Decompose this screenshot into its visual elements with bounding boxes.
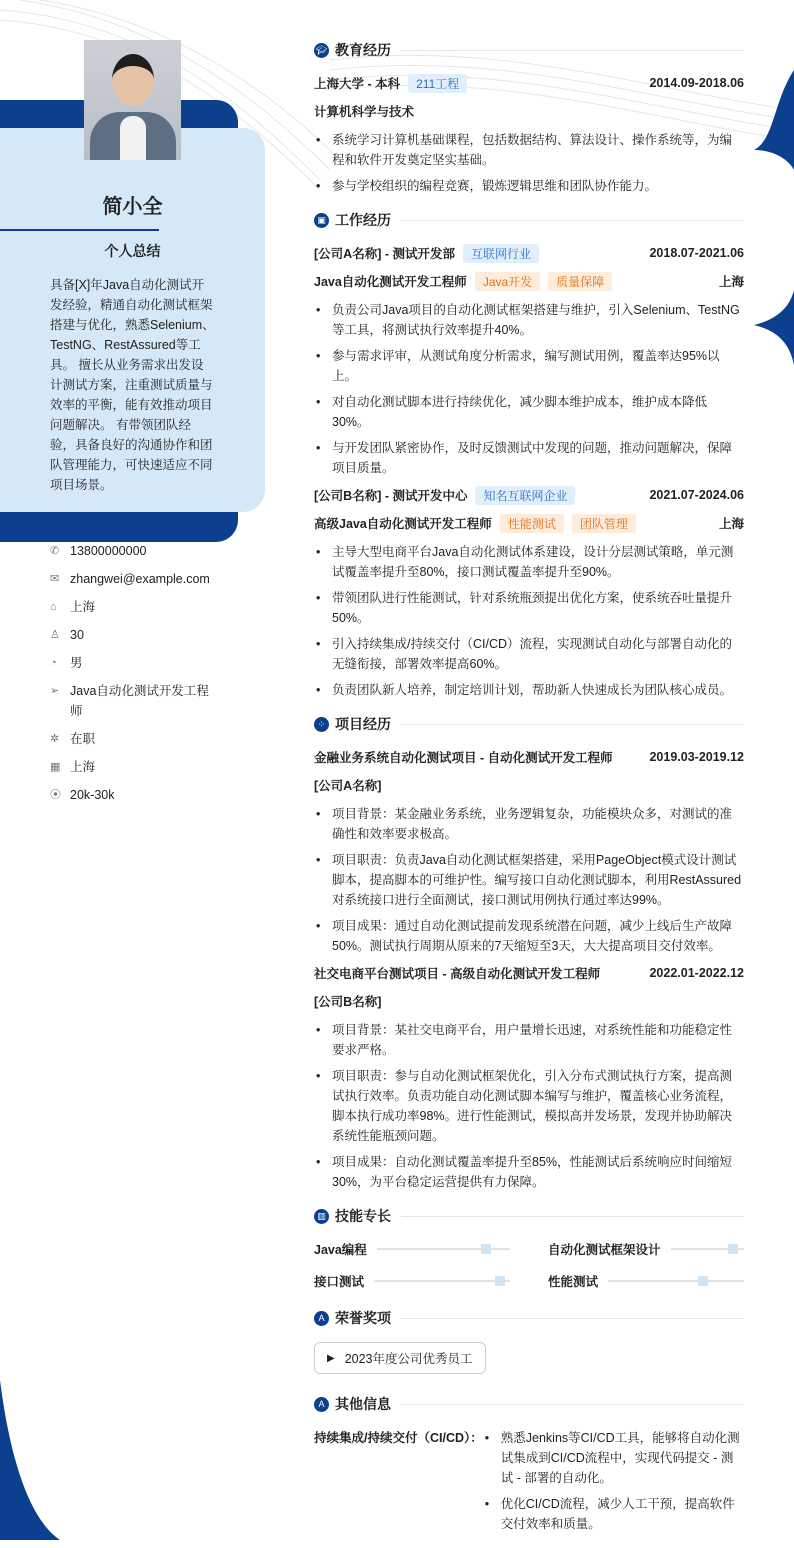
status-icon: ✲ (50, 733, 60, 745)
gender-icon: ◔ (50, 657, 57, 669)
date: 2018.07-2021.06 (649, 246, 744, 260)
work-section (314, 210, 744, 700)
graduation-cap-icon: 🎓︎ (314, 43, 329, 58)
skill-item (314, 1240, 510, 1258)
company: [公司B名称] - 测试开发中心 (314, 489, 468, 503)
summary-title: 个人总结 (104, 243, 161, 259)
bullet-item: • 与开发团队紧密协作，及时反馈测试中发现的问题，推动问题解决，保障项目质量。 (314, 438, 744, 478)
project-header (314, 748, 744, 766)
bullet-item: • 熟悉Jenkins等CI/CD工具，能够将自动化测试集成到CI/CD流程中，实现代码提交 - 测试 - 部署的自动化。 (483, 1428, 744, 1488)
contact-text: 在职 (70, 732, 96, 746)
skill-name: Java编程 (314, 1243, 367, 1257)
contact-item (50, 785, 220, 805)
age-icon: ♙ (50, 629, 60, 641)
bullet-item: • 引入持续集成/持续交付（CI/CD）流程，实现测试自动化与部署自动化的无缝衔接，部署效率提高60%。 (314, 634, 744, 674)
education-section (314, 40, 744, 196)
contact-list (50, 541, 220, 813)
section-title: 技能专长 (335, 1208, 391, 1224)
contact-item (50, 757, 220, 777)
contact-item (50, 625, 220, 645)
candidate-name: 简小全 (102, 196, 163, 218)
skill-level-marker (728, 1244, 738, 1254)
bullet-item: • 项目背景：某社交电商平台，用户量增长迅速，对系统性能和功能稳定性要求严格。 (314, 1020, 744, 1060)
bullet-list (314, 804, 744, 956)
major: 计算机科学与技术 (314, 105, 415, 119)
award-icon: A (314, 1311, 329, 1326)
date: 2014.09-2018.06 (649, 76, 744, 90)
bullet-item: • 项目职责：负责Java自动化测试框架搭建，采用PageObject模式设计测试脚本，提高脚本的可维护性。编写接口自动化测试脚本，利用RestAssured对系统接口进行全面测试，接口测试用例执行通过率达99%。 (314, 850, 744, 910)
bullet-item: • 优化CI/CD流程，减少人工干预，提高软件交付效率和质量。 (483, 1494, 744, 1534)
skill-bar (377, 1248, 510, 1250)
contact-text: 男 (70, 656, 83, 670)
skill-level-marker (698, 1276, 708, 1286)
contact-item (50, 729, 220, 749)
skill-name: 接口测试 (314, 1275, 365, 1289)
tag: 团队管理 (572, 514, 636, 533)
other-section (314, 1394, 744, 1548)
bullet-list (314, 1020, 744, 1192)
contact-text: zhangwei@example.com (70, 572, 210, 586)
tag: 性能测试 (500, 514, 564, 533)
date: 2022.01-2022.12 (649, 966, 744, 980)
grid-icon: ⁘ (314, 717, 329, 732)
skill-name: 自动化测试框架设计 (548, 1243, 661, 1257)
contact-text: 30 (70, 628, 84, 642)
section-title: 项目经历 (335, 716, 391, 732)
chart-icon: ▥ (314, 1209, 329, 1224)
main-content (314, 40, 744, 1548)
phone-icon: ✆ (50, 545, 60, 557)
project-company (314, 776, 744, 794)
contact-item (50, 597, 220, 617)
job-header (314, 244, 744, 262)
contact-item (50, 653, 220, 673)
bullet-item: • 主导大型电商平台Java自动化测试体系建设，设计分层测试策略，单元测试覆盖率提升至80%，接口测试覆盖率提升至90%。 (314, 542, 744, 582)
info-icon: A (314, 1397, 329, 1412)
contact-text: 上海 (70, 760, 96, 774)
award-item[interactable] (314, 1342, 486, 1374)
skill-item (314, 1272, 510, 1290)
skill-bar (671, 1248, 744, 1250)
section-title: 教育经历 (335, 42, 391, 58)
home-icon: ⌂ (50, 601, 57, 613)
building-icon: ▦ (50, 761, 61, 773)
skill-bar (608, 1280, 744, 1282)
contact-text: 13800000000 (70, 544, 147, 558)
company: [公司B名称] (314, 995, 382, 1009)
skill-bar (374, 1280, 510, 1282)
contact-item (50, 541, 220, 561)
bullet-item: • 对自动化测试脚本进行持续优化，减少脚本维护成本，维护成本降低30%。 (314, 392, 744, 432)
summary-text: 具备[X]年Java自动化测试开发经验，精通自动化测试框架搭建与优化，熟悉Selenium、TestNG、RestAssured等工具。 擅长从业务需求出发设计测试方案，注重测试质量与效率的平衡，能有效推动项目问题解决。 有带领团队经验，具备良好的沟通协作和团队管理能力，可快速适应不同项目场景。 (50, 278, 215, 492)
decorative-bottom-curve (0, 1380, 60, 1540)
bullet-item: • 项目背景：某金融业务系统，业务逻辑复杂，功能模块众多，对测试的准确性和效率要求极高。 (314, 804, 744, 844)
project-name: 金融业务系统自动化测试项目 - 自动化测试开发工程师 (314, 751, 613, 765)
section-title: 荣誉奖项 (335, 1310, 391, 1326)
bullet-item: • 项目职责：参与自动化测试框架优化，引入分布式测试执行方案，提高测试执行效率。负责功能自动化测试脚本编写与维护，覆盖核心业务流程，脚本执行成功率98%。进行性能测试，模拟高并发场景，发现并协助解决系统性能瓶颈问题。 (314, 1066, 744, 1146)
job-role (314, 272, 744, 290)
contact-item (50, 681, 220, 721)
send-icon: ➢ (50, 685, 60, 697)
briefcase-icon: ▣ (314, 213, 329, 228)
skill-level-marker (481, 1244, 491, 1254)
contact-text: 上海 (70, 600, 96, 614)
skill-level-marker (495, 1276, 505, 1286)
section-title: 其他信息 (335, 1396, 391, 1412)
role: 高级Java自动化测试开发工程师 (314, 517, 492, 531)
bullet-list (314, 542, 744, 700)
tag: 211工程 (408, 74, 467, 93)
bullet-item: • 负责公司Java项目的自动化测试框架搭建与维护，引入Selenium、TestNG等工具，将测试执行效率提升40%。 (314, 300, 744, 340)
company: [公司A名称] - 测试开发部 (314, 247, 455, 261)
role: Java自动化测试开发工程师 (314, 275, 467, 289)
tag: 知名互联网企业 (475, 486, 575, 505)
job-header (314, 486, 744, 504)
project-name: 社交电商平台测试项目 - 高级自动化测试开发工程师 (314, 967, 601, 981)
tag: 质量保障 (548, 272, 612, 291)
bullet-item: • 项目成果：通过自动化测试提前发现系统潜在问题，减少上线后生产故障50%。测试执行周期从原来的7天缩短至3天，大大提高项目交付效率。 (314, 916, 744, 956)
city: 上海 (718, 275, 744, 289)
tag: 互联网行业 (463, 244, 539, 263)
skill-name: 性能测试 (548, 1275, 599, 1289)
company: [公司A名称] (314, 779, 382, 793)
skills-section (314, 1206, 744, 1290)
bullet-item: • 项目成果：自动化测试覆盖率提升至85%，性能测试后系统响应时间缩短30%，为平台稳定运营提供有力保障。 (314, 1152, 744, 1192)
skill-item (548, 1240, 744, 1258)
tag: Java开发 (475, 272, 540, 291)
projects-section (314, 714, 744, 1192)
bullet-item: • 系统学习计算机基础课程，包括数据结构、算法设计、操作系统等，为编程和软件开发奠定坚实基础。 (314, 130, 744, 170)
job-role (314, 514, 744, 532)
triangle-right-icon: ▶ (327, 1352, 335, 1364)
salary-icon: ⦿ (50, 789, 61, 801)
other-key: 持续集成/持续交付（CI/CD）： (314, 1431, 483, 1445)
city: 上海 (718, 517, 744, 531)
contact-text: 20k-30k (70, 788, 115, 802)
bullet-item: • 参与学校组织的编程竞赛，锻炼逻辑思维和团队协作能力。 (314, 176, 744, 196)
awards-section (314, 1308, 744, 1394)
bullet-list (314, 300, 744, 478)
name-divider (0, 229, 159, 231)
date: 2021.07-2024.06 (649, 488, 744, 502)
section-title: 工作经历 (335, 212, 391, 228)
project-header (314, 964, 744, 982)
bullet-item: • 参与需求评审，从测试角度分析需求，编写测试用例，覆盖率达95%以上。 (314, 346, 744, 386)
project-company (314, 992, 744, 1010)
avatar (84, 40, 181, 160)
contact-text: Java自动化测试开发工程师 (70, 684, 209, 718)
contact-item (50, 569, 220, 589)
school: 上海大学 - 本科 (314, 77, 401, 91)
bullet-item: • 负责团队新人培养，制定培训计划，帮助新人快速成长为团队核心成员。 (314, 680, 744, 700)
bullet-item: • 带领团队进行性能测试，针对系统瓶颈提出优化方案，使系统吞吐量提升50%。 (314, 588, 744, 628)
award-label: 2023年度公司优秀员工 (344, 1352, 473, 1366)
date: 2019.03-2019.12 (649, 750, 744, 764)
skill-item (548, 1272, 744, 1290)
mail-icon: ✉ (50, 573, 60, 585)
